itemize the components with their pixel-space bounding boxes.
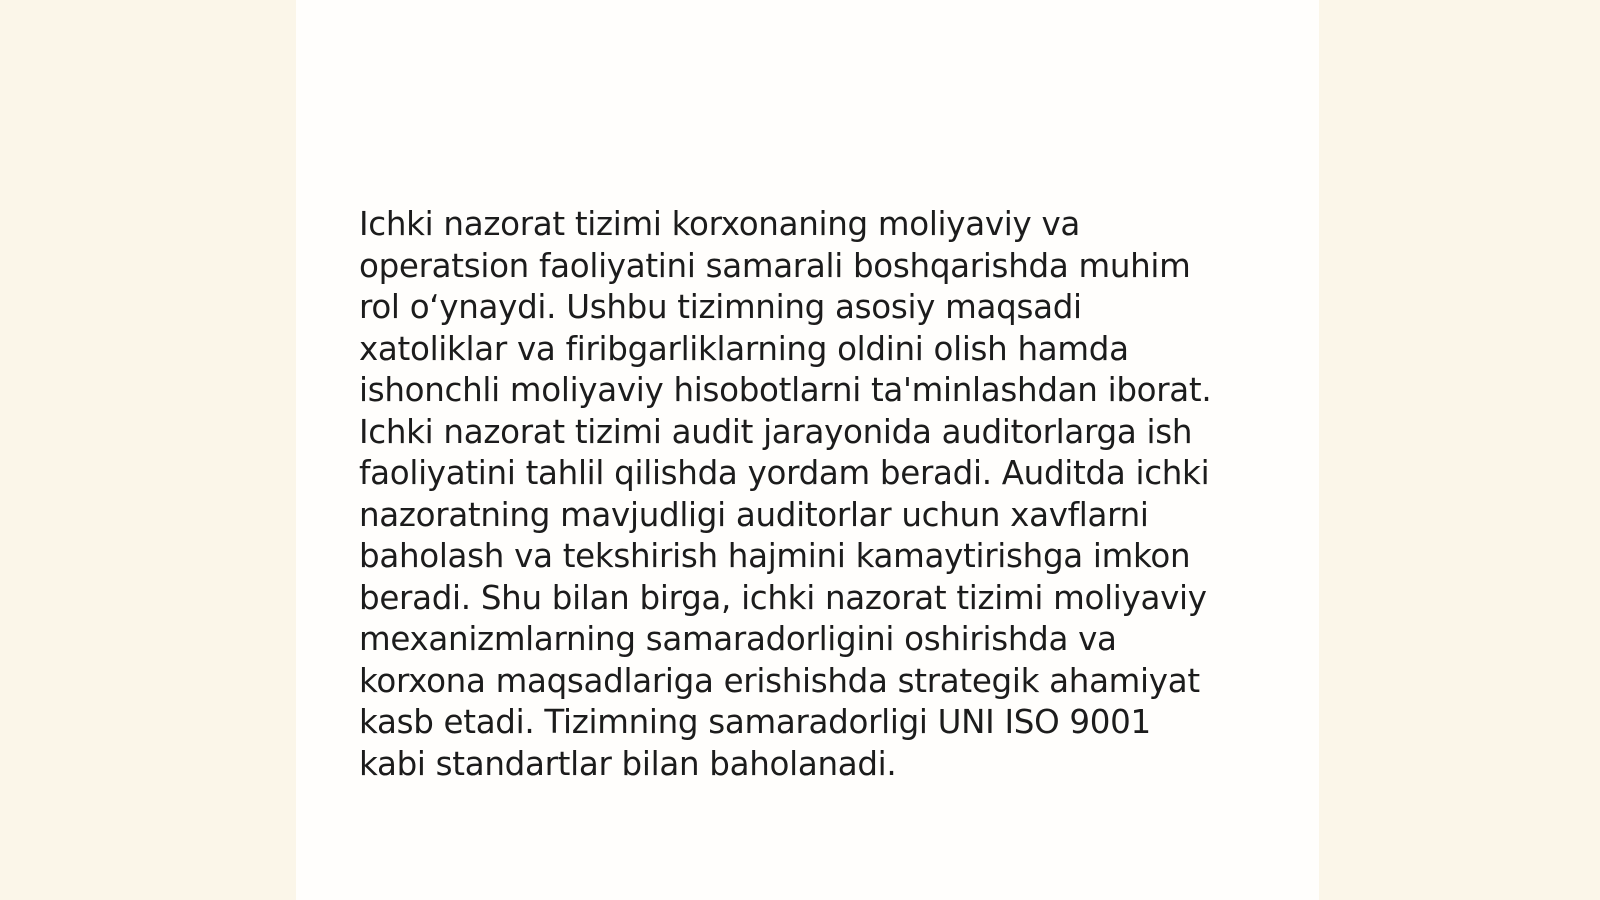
text-line: korxona maqsadlariga erishishda strategik ahamiyat bbox=[359, 661, 1200, 700]
text-line: baholash va tekshirish hajmini kamaytirishga imkon bbox=[359, 537, 1191, 575]
document-page bbox=[296, 0, 1319, 900]
text-line: operatsion faoliyatini samarali boshqarishda muhim bbox=[359, 246, 1191, 285]
text-line: kasb etadi. Tizimning samaradorligi UNI ISO 9001 bbox=[359, 703, 1151, 741]
text-line: Ichki nazorat tizimi korxonaning moliyaviy va bbox=[359, 205, 1081, 243]
body-paragraph bbox=[359, 204, 1259, 785]
text-line: kabi standartlar bilan baholanadi. bbox=[359, 744, 897, 783]
text-line: rol o‘ynaydi. Ushbu tizimning asosiy maqsadi bbox=[359, 288, 1082, 326]
text-line: Ichki nazorat tizimi audit jarayonida auditorlarga ish bbox=[359, 412, 1193, 451]
text-line: xatoliklar va firibgarliklarning oldini olish hamda bbox=[359, 329, 1129, 368]
text-line: mexanizmlarning samaradorligini oshirishda va bbox=[359, 620, 1117, 658]
text-line: ishonchli moliyaviy hisobotlarni ta'minlashdan iborat. bbox=[359, 371, 1212, 409]
text-line: faoliyatini tahlil qilishda yordam beradi. Auditda ichki bbox=[359, 454, 1210, 492]
text-line: nazoratning mavjudligi auditorlar uchun xavflarni bbox=[359, 495, 1149, 534]
text-line: beradi. Shu bilan birga, ichki nazorat tizimi moliyaviy bbox=[359, 578, 1207, 617]
